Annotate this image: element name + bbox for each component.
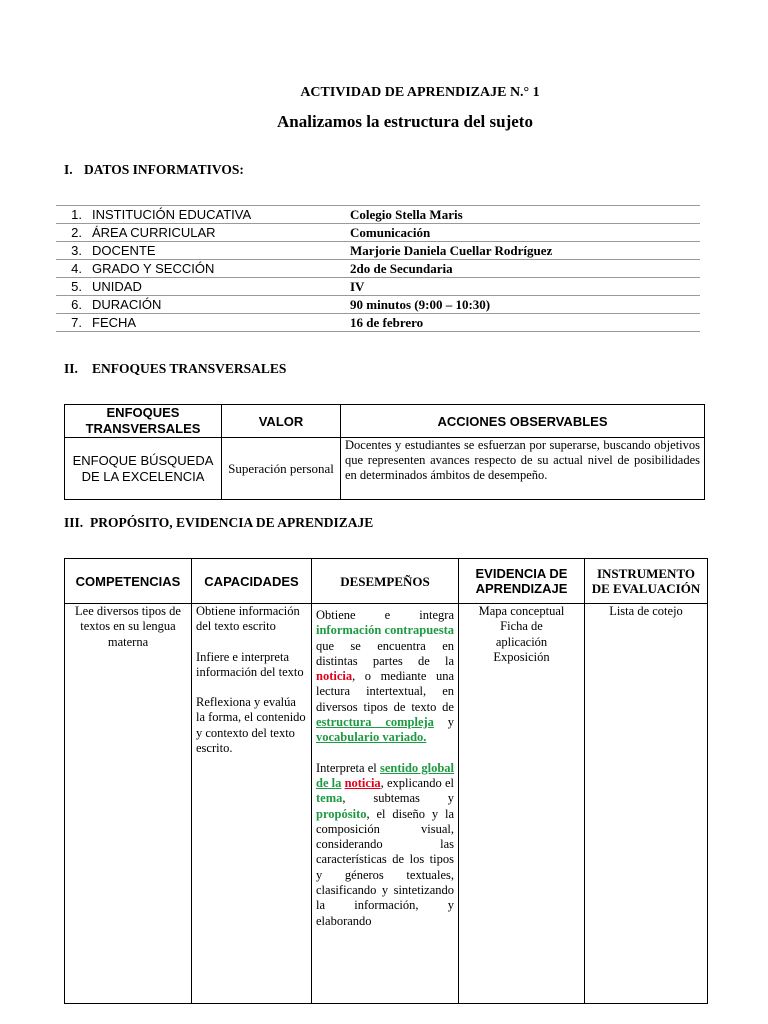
- header-desempenos: DESEMPEÑOS: [312, 559, 459, 604]
- header-competencias: COMPETENCIAS: [65, 559, 192, 604]
- capacidad-item: Infiere e interpreta información del texto: [196, 649, 304, 679]
- section-enfoques-heading: [64, 361, 286, 377]
- valor-cell: Superación personal: [222, 438, 341, 500]
- info-number: 1.: [56, 206, 82, 224]
- info-number: 7.: [56, 314, 82, 332]
- header-valor: VALOR: [222, 405, 341, 438]
- evidencia-item: Exposición: [493, 649, 550, 664]
- info-label: DURACIÓN: [82, 296, 350, 314]
- activity-title: ACTIVIDAD DE APRENDIZAJE N.° 1: [300, 85, 540, 100]
- enfoque-cell: ENFOQUE BÚSQUEDA DE LA EXCELENCIA: [65, 438, 222, 500]
- info-number: 2.: [56, 224, 82, 242]
- info-row: [56, 224, 700, 242]
- section-number: II.: [64, 361, 78, 376]
- info-label: INSTITUCIÓN EDUCATIVA: [82, 206, 350, 224]
- evidencia-item: Ficha de aplicación: [495, 619, 548, 649]
- section-proposito-heading: [64, 515, 373, 531]
- desempenos-cell: [312, 604, 459, 1004]
- desempeno-1: Obtiene e integra información contrapuesta que se encuentra en distintas partes de la noticia, o mediante una lectura intertextual, en diversos tipos de texto de estructura compleja y vocabulario variado.: [316, 608, 454, 745]
- section-number: III.: [64, 515, 84, 530]
- evidencia-item: Mapa conceptual: [478, 604, 565, 618]
- info-label: ÁREA CURRICULAR: [82, 224, 350, 242]
- capacidad-item: Reflexiona y evalúa la forma, el contenido y contexto del texto escrito.: [196, 695, 306, 756]
- capacidad-item: Obtiene información del texto escrito: [196, 604, 300, 634]
- info-number: 3.: [56, 242, 82, 260]
- info-number: 6.: [56, 296, 82, 314]
- info-value: Colegio Stella Maris: [350, 206, 700, 224]
- info-value: Marjorie Daniela Cuellar Rodríguez: [350, 242, 700, 260]
- highlight-red: noticia: [344, 775, 381, 790]
- section-number: I.: [64, 162, 73, 177]
- competencia-cell: Lee diversos tipos de textos en su lengua materna: [65, 604, 192, 1004]
- info-value: 16 de febrero: [350, 314, 700, 332]
- evidencia-cell: [459, 604, 585, 1004]
- info-value: IV: [350, 278, 700, 296]
- instrumento-cell: Lista de cotejo: [585, 604, 708, 1004]
- info-row: [56, 206, 700, 224]
- info-row: [56, 278, 700, 296]
- section-title: DATOS INFORMATIVOS:: [84, 162, 244, 177]
- header-acciones: ACCIONES OBSERVABLES: [341, 405, 705, 438]
- proposito-table: [64, 558, 708, 1004]
- capacidades-cell: [192, 604, 312, 1004]
- section-datos-informativos-heading: [64, 162, 244, 178]
- info-value: Comunicación: [350, 224, 700, 242]
- datos-informativos-table: [56, 205, 700, 332]
- info-row: [56, 242, 700, 260]
- highlight-red: noticia: [316, 669, 353, 684]
- info-label: FECHA: [82, 314, 350, 332]
- highlight-green: tema: [316, 791, 343, 806]
- header-enfoques: ENFOQUES TRANSVERSALES: [65, 405, 222, 438]
- highlight-green: vocabulario variado.: [316, 730, 427, 745]
- section-title: ENFOQUES TRANSVERSALES: [92, 361, 287, 376]
- info-row: [56, 314, 700, 332]
- acciones-cell: Docentes y estudiantes se esfuerzan por superarse, buscando objetivos que representen avances respecto de su actual nivel de posibilidades en determinados ámbitos de desempeño.: [341, 438, 705, 500]
- desempeno-2: Interpreta el sentido global de la noticia, explicando el tema, subtemas y propósito, el diseño y la composición visual, considerando las características de los tipos y géneros textuales, clasificando y sintetizando la información, y elaborando: [316, 760, 454, 928]
- info-row: [56, 296, 700, 314]
- enfoques-table: [64, 404, 705, 500]
- info-row: [56, 260, 700, 278]
- info-value: 90 minutos (9:00 – 10:30): [350, 296, 700, 314]
- highlight-green: estructura compleja: [316, 715, 434, 730]
- section-title: PROPÓSITO, EVIDENCIA DE APRENDIZAJE: [90, 515, 374, 530]
- info-number: 4.: [56, 260, 82, 278]
- header-instrumento: INSTRUMENTO DE EVALUACIÓN: [585, 559, 708, 604]
- info-number: 5.: [56, 278, 82, 296]
- info-label: GRADO Y SECCIÓN: [82, 260, 350, 278]
- info-value: 2do de Secundaria: [350, 260, 700, 278]
- header-capacidades: CAPACIDADES: [192, 559, 312, 604]
- info-label: UNIDAD: [82, 278, 350, 296]
- header-evidencia: EVIDENCIA DE APRENDIZAJE: [459, 559, 585, 604]
- info-label: DOCENTE: [82, 242, 350, 260]
- activity-subtitle: Analizamos la estructura del sujeto: [277, 112, 533, 131]
- highlight-green: sentido global de la: [316, 760, 454, 790]
- highlight-green: propósito: [316, 806, 367, 821]
- highlight-green: información contrapuesta: [316, 623, 454, 638]
